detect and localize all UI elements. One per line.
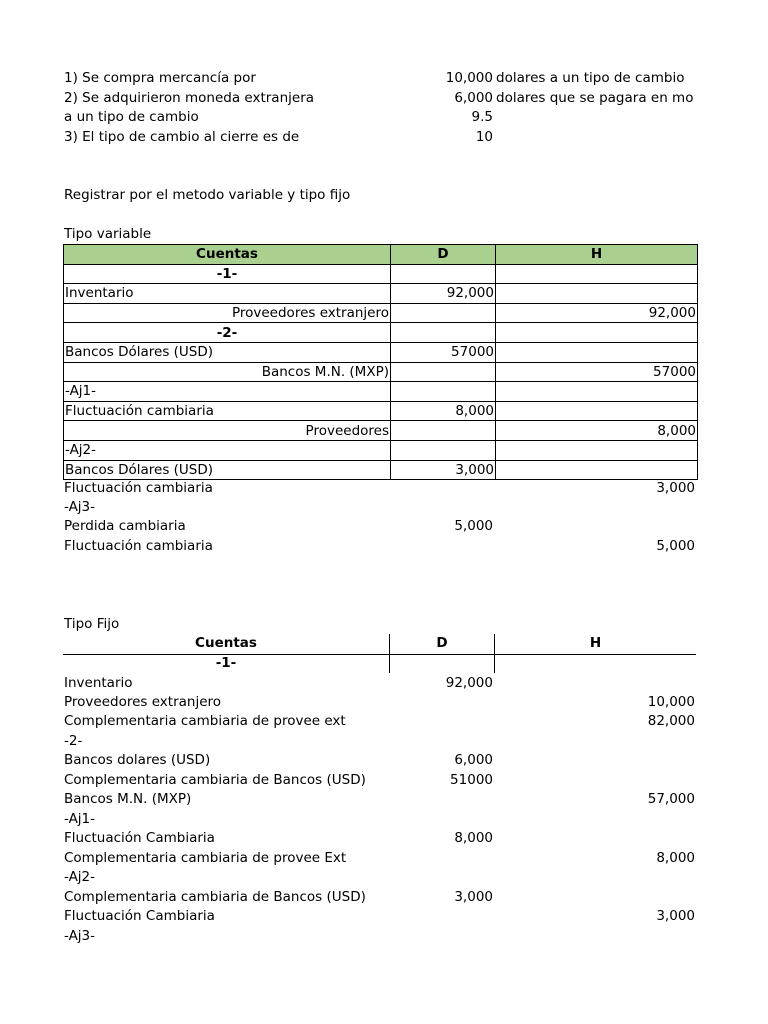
problem-amount-2: 6,000 [454, 90, 493, 106]
fijo-cuenta: Bancos M.N. (MXP) [64, 791, 192, 807]
table-row [64, 323, 698, 343]
row-d [391, 323, 496, 343]
fijo-cuenta: Complementaria cambiaria de Bancos (USD) [64, 889, 366, 905]
variable-header-row [64, 245, 698, 265]
row-cuenta: Fluctuación cambiaria [64, 401, 391, 421]
row-d [391, 303, 496, 323]
row-cuenta: Bancos Dólares (USD) [64, 460, 391, 480]
row-h [496, 460, 698, 480]
row-d [391, 421, 496, 441]
variable-title: Tipo variable [64, 226, 152, 242]
fijo-cuenta: Bancos dolares (USD) [64, 752, 211, 768]
row-h [496, 323, 698, 343]
fijo-col-divider-h [494, 634, 495, 673]
row-d [391, 264, 496, 284]
table-row [64, 264, 698, 284]
problem-line-4: 3) El tipo de cambio al cierre es de [64, 129, 300, 145]
row-cuenta: Bancos Dólares (USD) [64, 342, 391, 362]
header-d: D [391, 245, 496, 265]
row-cuenta: Inventario [64, 284, 391, 304]
table-row [64, 421, 698, 441]
row-d: 3,000 [391, 460, 496, 480]
fijo-d: 3,000 [454, 889, 493, 905]
fijo-h: 82,000 [647, 713, 695, 729]
fijo-cuenta: Complementaria cambiaria de Bancos (USD) [64, 772, 366, 788]
row-d [391, 362, 496, 382]
row-cuenta: Proveedores extranjero [64, 303, 391, 323]
fijo-d: 92,000 [445, 675, 493, 691]
row-cuenta: -Aj1- [64, 382, 391, 402]
table-row [64, 362, 698, 382]
fijo-cuenta: Complementaria cambiaria de provee ext [64, 713, 346, 729]
row-h [496, 401, 698, 421]
row-cuenta: -2- [64, 323, 391, 343]
fijo-header-h: H [589, 635, 602, 651]
header-h: H [496, 245, 698, 265]
fijo-section-1: -1- [215, 655, 237, 671]
table-row [64, 382, 698, 402]
problem-amount-1: 10,000 [445, 70, 493, 86]
header-cuentas: Cuentas [64, 245, 391, 265]
extra-cuenta: -Aj3- [64, 499, 96, 515]
instruction-text: Registrar por el metodo variable y tipo fijo [64, 187, 351, 203]
fijo-cuenta: -Aj2- [64, 869, 96, 885]
problem-line-1: 1) Se compra mercancía por [64, 70, 256, 86]
row-d: 8,000 [391, 401, 496, 421]
row-h [496, 342, 698, 362]
fijo-d: 51000 [450, 772, 493, 788]
table-row [64, 460, 698, 480]
extra-h: 5,000 [656, 538, 695, 554]
fijo-header-cuentas: Cuentas [195, 635, 257, 651]
fijo-cuenta: -Aj1- [64, 811, 96, 827]
fijo-cuenta: Inventario [64, 675, 133, 691]
problem-line-2: 2) Se adquirieron moneda extranjera [64, 90, 315, 106]
fijo-h: 10,000 [647, 694, 695, 710]
problem-line-3: a un tipo de cambio [64, 109, 199, 125]
fijo-col-divider-d [389, 634, 390, 673]
table-row [64, 284, 698, 304]
row-h: 92,000 [496, 303, 698, 323]
fijo-cuenta: -Aj3- [64, 928, 96, 944]
problem-amount-4: 10 [475, 129, 493, 145]
extra-cuenta: Fluctuación cambiaria [64, 538, 213, 554]
extra-d: 5,000 [454, 518, 493, 534]
fijo-h: 57,000 [647, 791, 695, 807]
row-cuenta: -1- [64, 264, 391, 284]
row-cuenta: Proveedores [64, 421, 391, 441]
extra-cuenta: Fluctuación cambiaria [64, 480, 213, 496]
problem-note-1: dolares a un tipo de cambio [496, 70, 685, 86]
row-cuenta: Bancos M.N. (MXP) [64, 362, 391, 382]
row-d: 57000 [391, 342, 496, 362]
row-d: 92,000 [391, 284, 496, 304]
row-cuenta: -Aj2- [64, 440, 391, 460]
fijo-cuenta: Fluctuación Cambiaria [64, 908, 215, 924]
fijo-h: 8,000 [656, 850, 695, 866]
fijo-d: 8,000 [454, 830, 493, 846]
problem-amount-3: 9.5 [471, 109, 493, 125]
row-h [496, 440, 698, 460]
problem-note-2: dolares que se pagara en mo [496, 90, 694, 106]
extra-h: 3,000 [656, 480, 695, 496]
variable-table [63, 244, 698, 480]
row-h [496, 264, 698, 284]
table-row [64, 401, 698, 421]
row-h [496, 382, 698, 402]
row-d [391, 440, 496, 460]
extra-cuenta: Perdida cambiaria [64, 518, 186, 534]
row-h: 57000 [496, 362, 698, 382]
fijo-d: 6,000 [454, 752, 493, 768]
table-row [64, 303, 698, 323]
row-h: 8,000 [496, 421, 698, 441]
fijo-cuenta: Proveedores extranjero [64, 694, 222, 710]
fijo-cuenta: -2- [64, 733, 83, 749]
table-row [64, 440, 698, 460]
fijo-cuenta: Fluctuación Cambiaria [64, 830, 215, 846]
table-row [64, 342, 698, 362]
row-d [391, 382, 496, 402]
fijo-cuenta: Complementaria cambiaria de provee Ext [64, 850, 347, 866]
fijo-header-d: D [436, 635, 448, 651]
row-h [496, 284, 698, 304]
fijo-title: Tipo Fijo [64, 616, 120, 632]
fijo-h: 3,000 [656, 908, 695, 924]
